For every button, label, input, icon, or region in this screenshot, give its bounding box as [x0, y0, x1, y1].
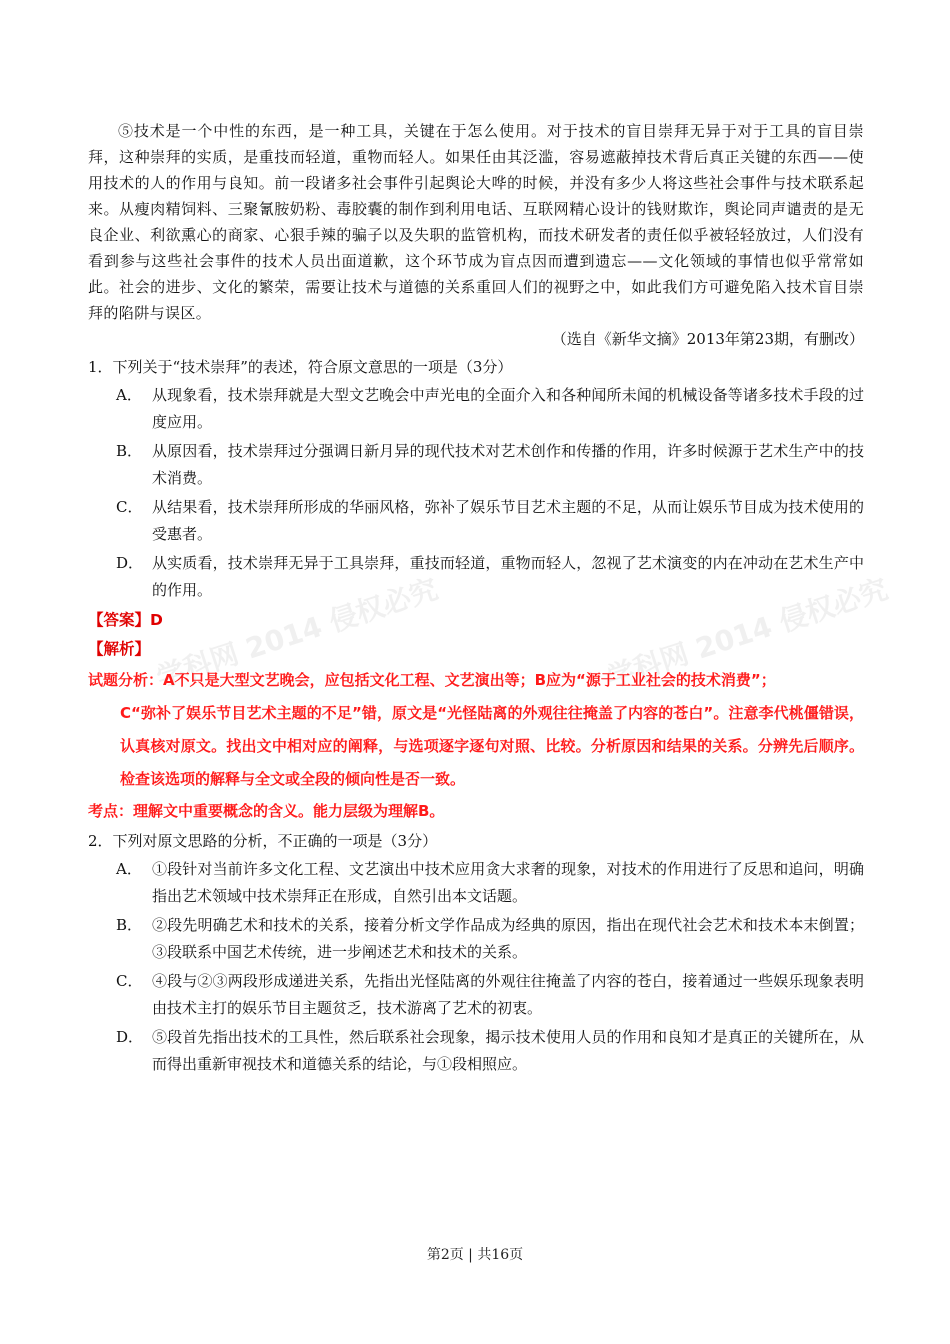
option-text: ①段针对当前许多文化工程、文艺演出中技术应用贪大求奢的现象，对技术的作用进行了反思和追问，明确指出艺术领域中技术崇拜正在形成，自然引出本文话题。: [152, 860, 864, 905]
question-1-options: [88, 382, 864, 603]
analysis-label: 【解析】: [88, 640, 151, 658]
analysis-continuation: C“弥补了娱乐节目艺术主题的不足”错，原文是“光怪陆离的外观往往掩盖了内容的苍白”。注意李代桃僵错误，认真核对原文。找出文中相对应的阐释，与选项逐字逐句对照、比较。分析原因和结果的关系。分辨先后顺序。检查该选项的解释与全文或全段的倾向性是否一致。: [120, 704, 864, 788]
question-2-option-b: [116, 912, 864, 965]
option-letter: C．: [116, 972, 143, 990]
page-footer: 第2页 | 共16页: [426, 1247, 524, 1263]
option-text: 从实质看，技术崇拜无异于工具崇拜，重技而轻道，重物而轻人，忽视了艺术演变的内在冲动在艺术生产中的作用。: [152, 554, 864, 599]
question-2-stem: 2．下列对原文思路的分析，不正确的一项是（3分）: [88, 832, 438, 850]
option-text: ④段与②③两段形成递进关系，先指出光怪陆离的外观往往掩盖了内容的苍白，接着通过一些娱乐现象表明由技术主打的娱乐节目主题贫乏，技术游离了艺术的初衷。: [152, 972, 864, 1017]
page-content: [88, 118, 864, 1080]
watermark-left-text: 学科网 2014: [152, 610, 327, 695]
analysis-text: [88, 664, 864, 796]
passage-paragraph-5: ⑤技术是一个中性的东西，是一种工具，关键在于怎么使用。对于技术的盲目崇拜无异于对于工具的盲目崇拜，这种崇拜的实质，是重技而轻道，重物而轻人。如果任由其泛滥，容易遮蔽掉技术背后真正关键的东西——使用技术的人的作用与良知。前一段诸多社会事件引起舆论大哗的时候，并没有多少人将这些社会事件与技术联系起来。从瘦肉精饲料、三聚氰胺奶粉、毒胶囊的制作到利用电话、互联网精心设计的钱财欺诈，舆论同声谴责的是无良企业、利欲熏心的商家、心狠手辣的骗子以及失职的监管机构，而技术研发者的责任似乎被轻轻放过，人们没有看到参与这些社会事件的技术人员出面道歉，这个环节成为盲点因而遭到遗忘——文化领域的事情也似乎常常如此。社会的进步、文化的繁荣，需要让技术与道德的关系重回人们的视野之中，如此我们方可避免陷入技术盲目崇拜的陷阱与误区。: [88, 122, 864, 322]
question-2-option-c: [116, 968, 864, 1021]
option-text: 从结果看，技术崇拜所形成的华丽风格，弥补了娱乐节目艺术主题的不足，从而让娱乐节目成为技术使用的受惠者。: [152, 498, 864, 543]
passage-source: （选自《新华文摘》2013年第23期，有删改）: [551, 330, 864, 348]
question-1-option-c: [116, 494, 864, 547]
analysis-line-1: 试题分析：A不只是大型文艺晚会，应包括文化工程、文艺演出等；B应为“源于工业社会的技术消费”；: [88, 671, 776, 689]
question-1-option-b: [116, 438, 864, 491]
option-letter: B．: [116, 916, 143, 934]
question-2-options: [88, 856, 864, 1077]
watermark-right-notice: 侵权必究: [775, 572, 892, 639]
answer-label: 【答案】D: [88, 611, 163, 629]
option-text: 从原因看，技术崇拜过分强调日新月异的现代技术对艺术创作和传播的作用，许多时候源于艺术生产中的技术消费。: [152, 442, 864, 487]
option-letter: B．: [116, 442, 143, 460]
question-1-option-d: [116, 550, 864, 603]
option-letter: A．: [116, 860, 142, 878]
question-1: [88, 354, 864, 826]
option-letter: A．: [116, 386, 142, 404]
question-1-option-a: [116, 382, 864, 435]
option-letter: C．: [116, 498, 143, 516]
question-2: [88, 828, 864, 1077]
option-text: ②段先明确艺术和技术的关系，接着分析文学作品成为经典的原因，指出在现代社会艺术和技术本末倒置；③段联系中国艺术传统，进一步阐述艺术和技术的关系。: [152, 916, 864, 961]
option-text: 从现象看，技术崇拜就是大型文艺晚会中声光电的全面介入和各种闻所未闻的机械设备等诸多技术手段的过度应用。: [152, 386, 864, 431]
option-letter: D．: [116, 554, 144, 572]
question-2-option-d: [116, 1024, 864, 1077]
option-text: ⑤段首先指出技术的工具性，然后联系社会现象，揭示技术使用人员的作用和良知才是真正的关键所在，从而得出重新审视技术和道德关系的结论，与①段相照应。: [152, 1028, 864, 1073]
test-point: 考点：理解文中重要概念的含义。能力层级为理解B。: [88, 802, 445, 820]
option-letter: D．: [116, 1028, 144, 1046]
watermark-left-notice: 侵权必究: [325, 572, 442, 639]
question-2-option-a: [116, 856, 864, 909]
question-1-stem: 1．下列关于“技术崇拜”的表述，符合原文意思的一项是（3分）: [88, 358, 513, 376]
watermark-right-text: 学科网 2014: [602, 610, 777, 695]
